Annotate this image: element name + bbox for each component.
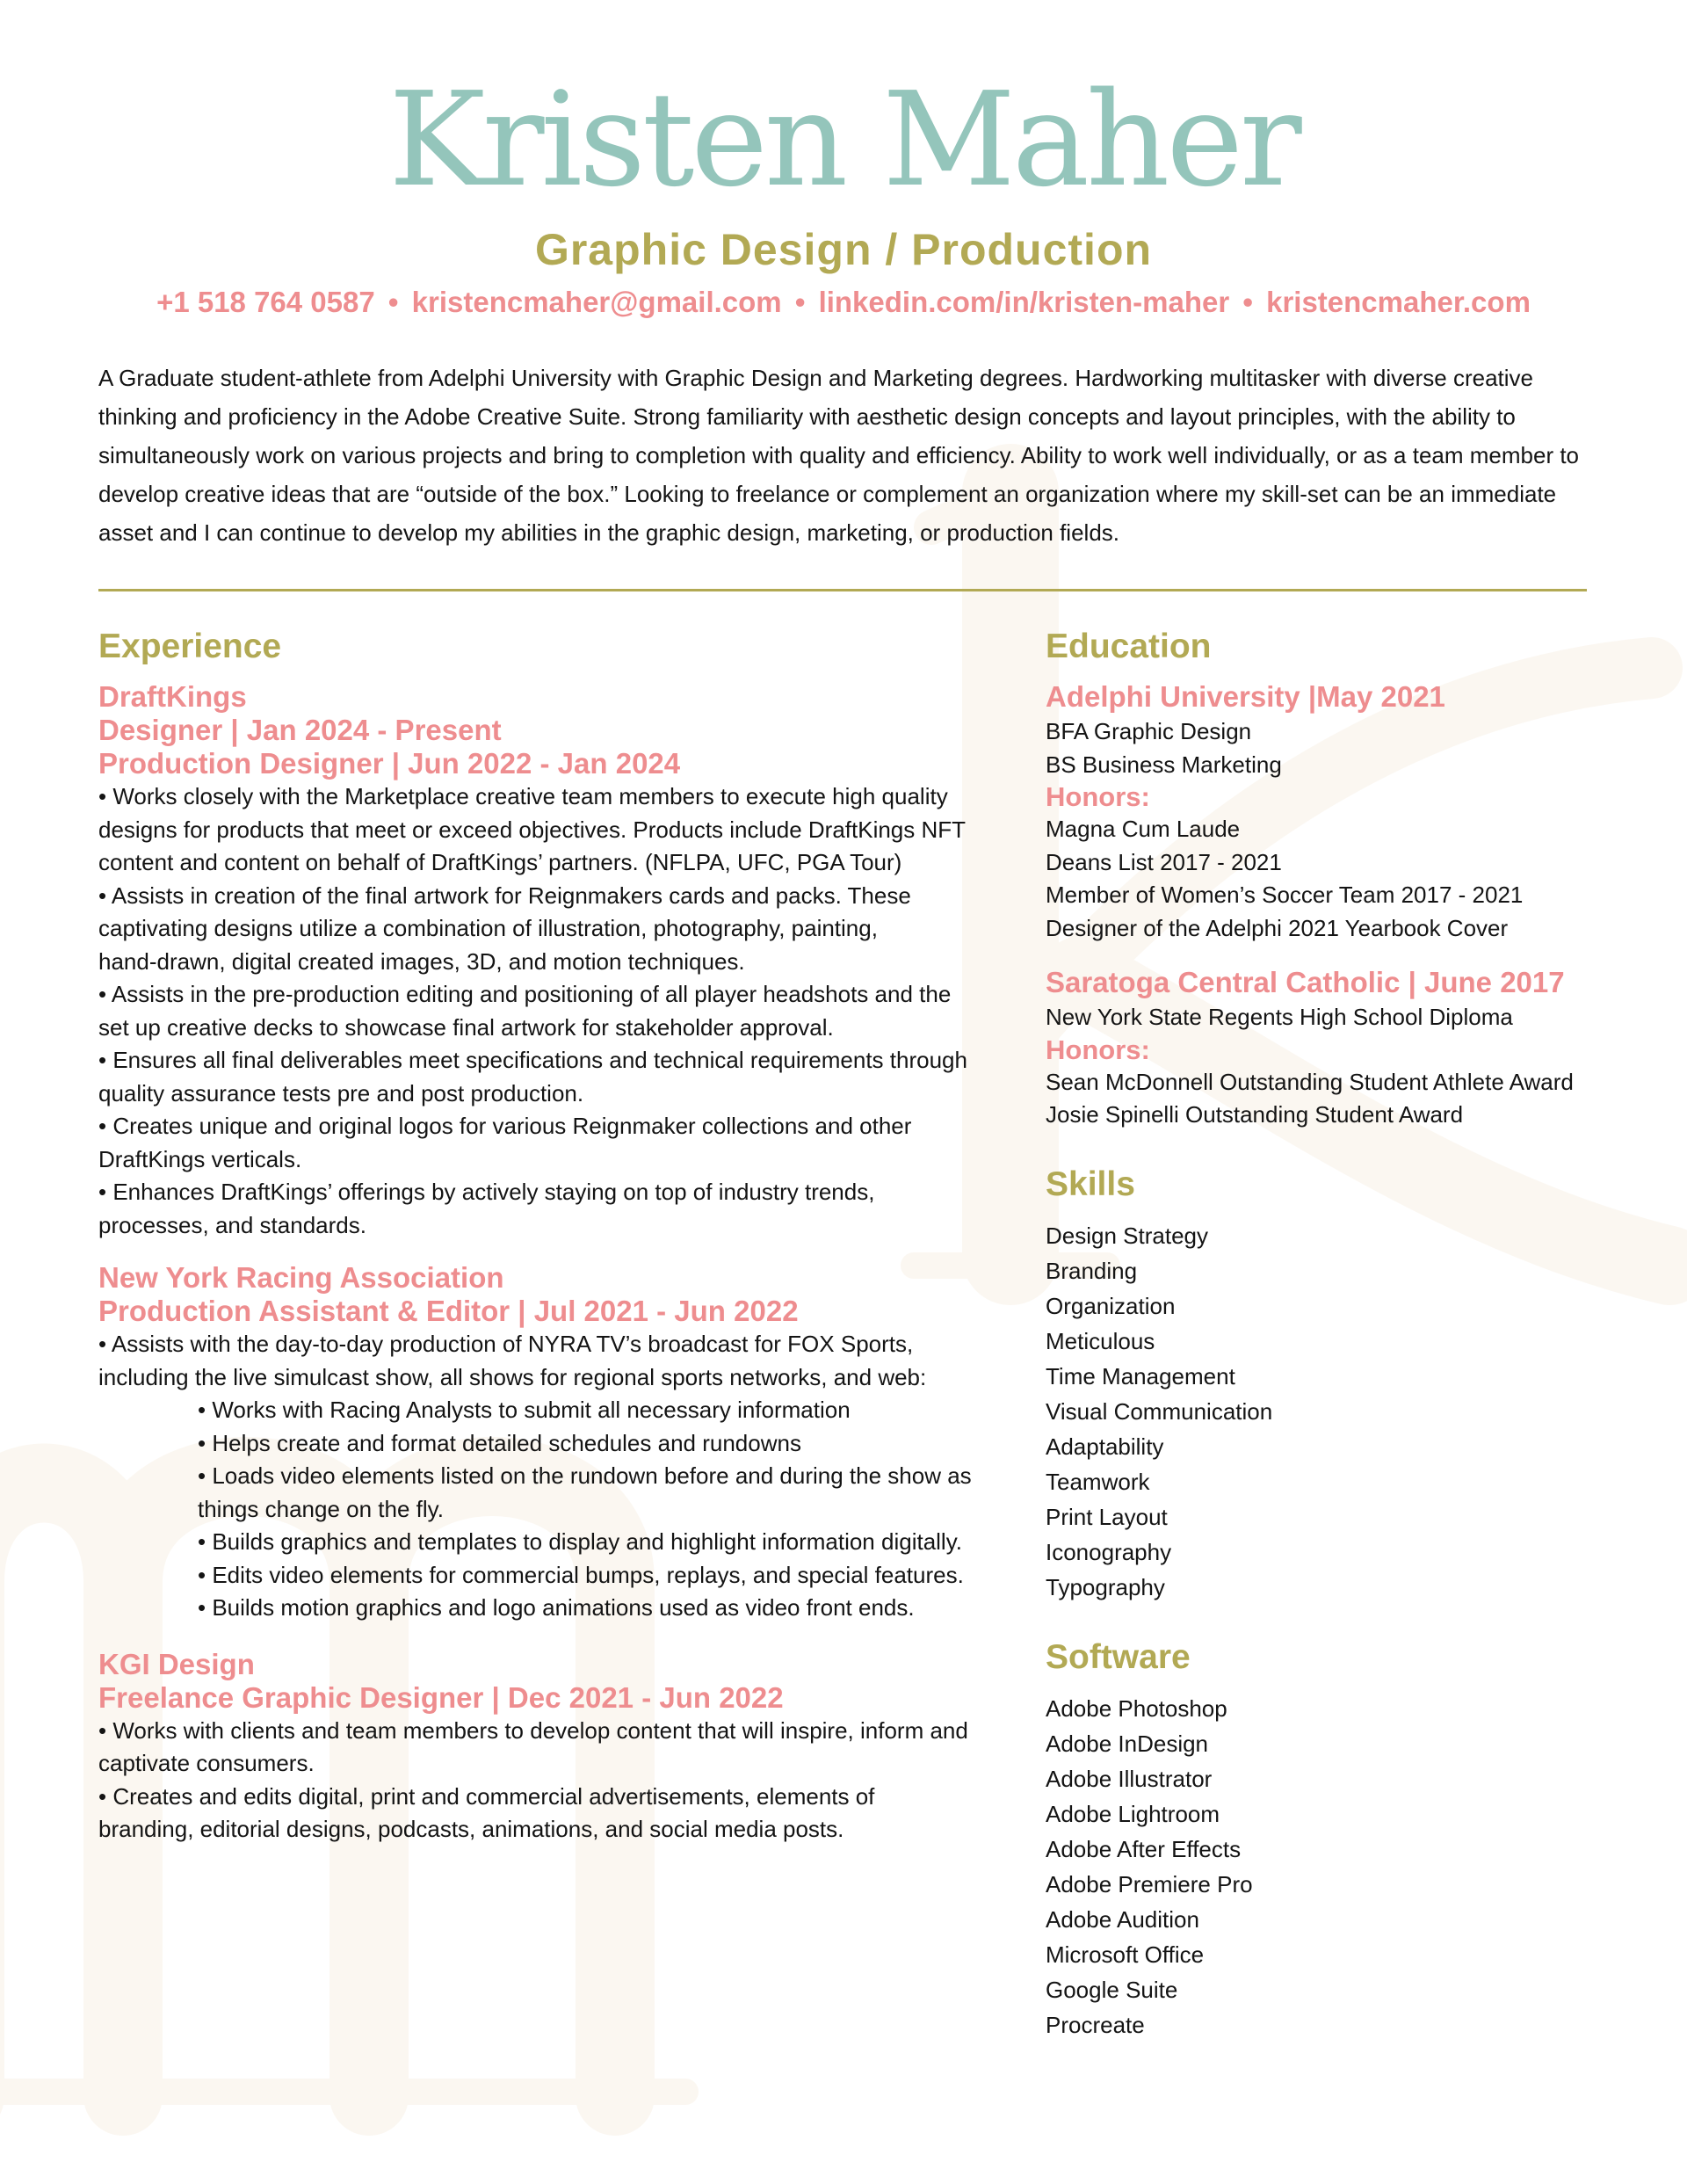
education-heading: Education: [1046, 628, 1212, 665]
honor-item: Designer of the Adelphi 2021 Yearbook Cover: [1046, 914, 1509, 941]
job-description-line: • Works closely with the Marketplace creative team members to execute high quality: [98, 783, 948, 809]
contact-separator: •: [1242, 286, 1253, 318]
job-description-line: DraftKings verticals.: [98, 1145, 302, 1172]
job-company: New York Racing Association: [98, 1261, 504, 1294]
contact-separator: •: [387, 286, 399, 318]
sidebar-column: [1046, 626, 1608, 2043]
job-description-line: including the live simulcast show, all shows for regional sports networks, and web:: [98, 1363, 927, 1390]
honor-item: Sean McDonnell Outstanding Student Athlete Award: [1046, 1068, 1574, 1095]
job-description-line: captivating designs utilize a combination of illustration, photography, painting,: [98, 915, 878, 941]
honors-list: [1046, 813, 1608, 945]
job-description: [98, 780, 1003, 1242]
skill-item: Print Layout: [1046, 1503, 1168, 1530]
job-description-line: • Creates and edits digital, print and commercial advertisements, elements of: [98, 1782, 875, 1810]
contact-phone: +1 518 764 0587: [156, 286, 375, 318]
job-description-line: designs for products that meet or exceed objectives. Products include DraftKings NFT: [98, 816, 967, 843]
job-description-line: set up creative decks to showcase final artwork for stakeholder approval.: [98, 1013, 834, 1041]
education-school: Saratoga Central Catholic | June 2017: [1046, 966, 1565, 998]
software-item: Adobe Audition: [1046, 1905, 1199, 1933]
job-company: KGI Design: [98, 1647, 255, 1680]
software-item: Adobe Illustrator: [1046, 1765, 1213, 1792]
software-item: Adobe Photoshop: [1046, 1694, 1227, 1722]
skills-list: [1046, 1218, 1608, 1605]
education-degree: BFA Graphic Design: [1046, 718, 1252, 744]
skill-item: Teamwork: [1046, 1468, 1150, 1495]
software-item: Adobe InDesign: [1046, 1730, 1209, 1757]
contact-website-link[interactable]: kristencmaher.com: [1266, 286, 1531, 318]
skill-item: Adaptability: [1046, 1433, 1164, 1460]
software-item: Adobe After Effects: [1046, 1835, 1242, 1862]
job-sub-description-line: • Edits video elements for commercial bumps, replays, and special features.: [198, 1561, 964, 1588]
software-item: Google Suite: [1046, 1976, 1178, 2003]
job-sub-description-line: • Builds motion graphics and logo animations used as video front ends.: [198, 1594, 915, 1621]
job-company: DraftKings: [98, 680, 247, 713]
skill-item: Meticulous: [1046, 1327, 1155, 1354]
skill-item: Design Strategy: [1046, 1222, 1208, 1249]
skill-item: Iconography: [1046, 1538, 1172, 1565]
job-description: [98, 1715, 1003, 1847]
honors-list: [1046, 1066, 1608, 1132]
skill-item: Typography: [1046, 1573, 1165, 1600]
skill-item: Branding: [1046, 1257, 1138, 1284]
section-divider: [98, 589, 1587, 591]
skills-heading: Skills: [1046, 1165, 1135, 1203]
contact-email-link[interactable]: kristencmaher@gmail.com: [411, 286, 782, 318]
experience-column: [98, 626, 1003, 1866]
job-description-line: • Ensures all final deliverables meet specifications and technical requirements through: [98, 1047, 967, 1073]
job-sub-description-line: • Builds graphics and templates to display and highlight information digitally.: [198, 1528, 962, 1555]
job-description-line: processes, and standards.: [98, 1211, 366, 1238]
honors-label: Honors:: [1046, 781, 1150, 812]
software-item: Microsoft Office: [1046, 1941, 1205, 1968]
education-degree: New York State Regents High School Diploma: [1046, 1004, 1513, 1030]
education-saratoga: [1046, 966, 1608, 1132]
job-role: Production Designer | Jun 2022 - Jan 2024: [98, 747, 681, 780]
job-draftkings: [98, 680, 1003, 1242]
summary-paragraph: A Graduate student-athlete from Adelphi University with Graphic Design and Marketing degrees. Hardworking multitasker with diverse creative thinking and proficiency in the Adobe Creative Suite. Strong familiarity with aesthetic design concepts and layout principles, with the ability to simultaneously work on various projects and bring to completion with quality and efficiency. Ability to work well individually, or as a team member to develop creative ideas that are “outside of the box.” Looking to freelance or complement an organization where my skill-set can be an immediate asset and I can continue to develop my abilities in the graphic design, marketing, or production fields.: [98, 365, 1580, 546]
job-description-line: • Assists with the day-to-day production of NYRA TV’s broadcast for FOX Sports,: [98, 1331, 914, 1357]
software-heading: Software: [1046, 1637, 1191, 1676]
contact-line: [0, 286, 1687, 319]
education-adelphi: [1046, 680, 1608, 945]
candidate-name: Kristen Maher: [388, 64, 1299, 215]
software-item: Adobe Premiere Pro: [1046, 1870, 1253, 1897]
job-role: Designer | Jan 2024 - Present: [98, 714, 502, 746]
job-nyra: [98, 1261, 1003, 1625]
job-role: Freelance Graphic Designer | Dec 2021 - Jun 2022: [98, 1680, 784, 1714]
job-sub-description: [98, 1394, 1003, 1625]
job-description-line: branding, editorial designs, podcasts, animations, and social media posts.: [98, 1816, 844, 1842]
education-degree: BS Business Marketing: [1046, 751, 1282, 778]
honors-label: Honors:: [1046, 1034, 1150, 1065]
job-description-line: content and content on behalf of DraftKings’ partners. (NFLPA, UFC, PGA Tour): [98, 849, 902, 875]
education-school: Adelphi University |May 2021: [1046, 680, 1445, 713]
candidate-role: Graphic Design / Production: [534, 225, 1153, 274]
job-kgi: [98, 1648, 1003, 1847]
education-degrees: [1046, 715, 1608, 781]
honor-item: Deans List 2017 - 2021: [1046, 848, 1282, 875]
job-description: [98, 1328, 1003, 1394]
education-degrees: [1046, 1001, 1608, 1034]
skill-item: Visual Communication: [1046, 1397, 1273, 1425]
skill-item: Time Management: [1046, 1362, 1235, 1389]
job-role: Production Assistant & Editor | Jul 2021 - Jun 2022: [98, 1295, 799, 1327]
honor-item: Josie Spinelli Outstanding Student Award: [1046, 1101, 1464, 1128]
contact-linkedin-link[interactable]: linkedin.com/in/kristen-maher: [818, 286, 1230, 318]
skills-section: [1046, 1164, 1608, 1605]
job-description-line: hand-drawn, digital created images, 3D, and motion techniques.: [98, 947, 745, 975]
software-list: [1046, 1691, 1608, 2043]
job-description-line: • Assists in creation of the final artwork for Reignmakers cards and packs. These: [98, 882, 911, 909]
software-section: [1046, 1636, 1608, 2043]
job-description-line: • Enhances DraftKings’ offerings by actively staying on top of industry trends,: [98, 1179, 875, 1205]
job-description-line: • Works with clients and team members to develop content that will inspire, inform and: [98, 1716, 968, 1744]
software-item: Procreate: [1046, 2011, 1145, 2038]
job-sub-description-line: • Works with Racing Analysts to submit all necessary information: [198, 1397, 851, 1423]
software-item: Adobe Lightroom: [1046, 1800, 1220, 1827]
job-sub-description-line: things change on the fly.: [198, 1495, 444, 1522]
job-description-line: captivate consumers.: [98, 1750, 315, 1776]
skill-item: Organization: [1046, 1292, 1176, 1319]
honor-item: Magna Cum Laude: [1046, 816, 1241, 842]
job-sub-description-line: • Loads video elements listed on the rundown before and during the show as: [198, 1462, 972, 1489]
honor-item: Member of Women’s Soccer Team 2017 - 2021: [1046, 882, 1524, 908]
job-description-line: • Assists in the pre-production editing and positioning of all player headshots and the: [98, 981, 952, 1007]
experience-heading: Experience: [98, 628, 282, 665]
job-description-line: quality assurance tests pre and post production.: [98, 1079, 584, 1107]
job-sub-description-line: • Helps create and format detailed schedules and rundowns: [198, 1429, 801, 1456]
contact-separator: •: [794, 286, 806, 318]
job-description-line: • Creates unique and original logos for various Reignmaker collections and other: [98, 1113, 912, 1139]
